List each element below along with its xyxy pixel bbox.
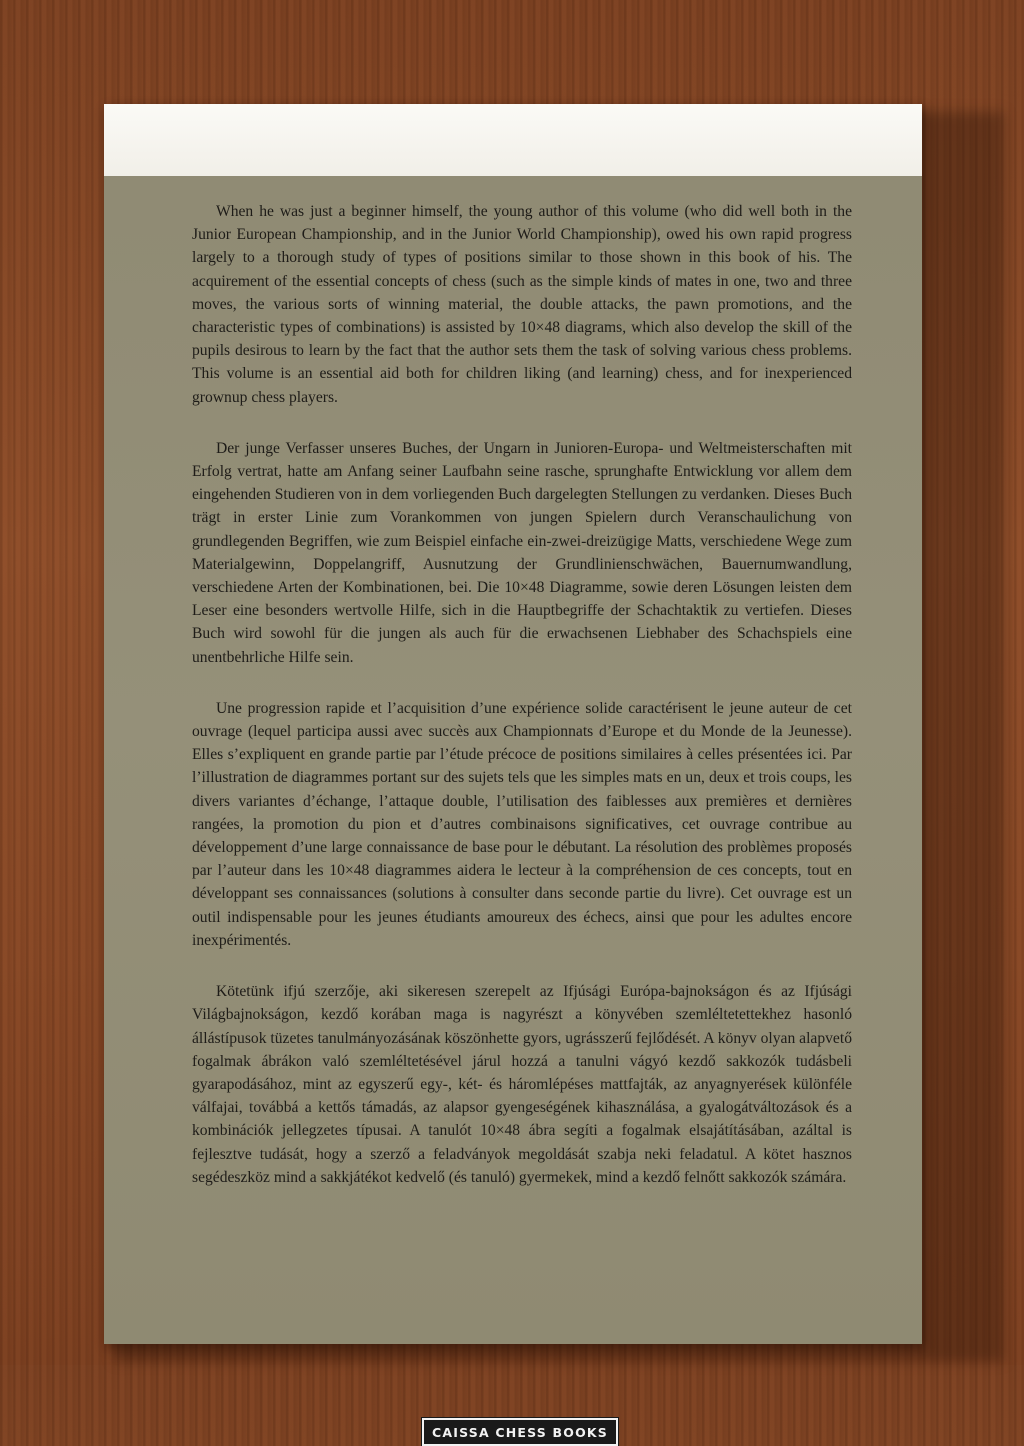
blurb-paragraph-english: When he was just a beginner himself, the young author of this volume (who did well both in the Junior European Championship, and in the Junior World Championship), owed his own rapid progress largely to a thorough study of types of positions similar to those shown in this book of his. The acquirement of the essential concepts of chess (such as the simple kinds of mates in one, two and three moves, the various sorts of winning material, the double attacks, the pawn promotions, and the characteristic types of combinations) is assisted by 10×48 diagrams, which also develop the skill of the pupils desirous to learn by the fact that the author sets them the task of solving various chess problems. This volume is an essential aid both for children liking (and learning) chess, and for inexperienced grownup chess players.	[192, 203, 852, 406]
blurb-paragraph-hungarian: Kötetünk ifjú szerzője, aki sikeresen szerepelt az Ifjúsági Európa-bajnokságon és az Ifjúsági Világbajnokságon, kezdő korában maga is nagyrészt a könyvében szemléltetettekhez hasonló állástípusok tüzetes tanulmányozásának köszönhette gyors, ugrásszerű fejlődését. A könyv olyan alapvető fogalmak ábrákon való szemléltetésével járul hozzá a tanulni vágyó kezdő sakkozók tudásbeli gyarapodásához, mint az egyszerű egy-, két- és háromlépéses mattfajták, az anyagnyerések különféle válfajai, továbbá a kettős támadás, az alapsor gyengeségének kihasználása, a gyalogátváltozások és a kombinációk jellegzetes típusai. A tanulót 10×48 ábra segíti a fogalmak elsajátításában, azáltal is fejlesztve tudását, hogy a szerző a feladványok megoldását szabja neki feladatul. A kötet hasznos segédeszköz mind a sakkjátékot kedvelő (és tanuló) gyermekek, mind a kezdő felnőtt sakkozók számára.	[192, 983, 852, 1186]
blurb-paragraph-french: Une progression rapide et l’acquisition d’une expérience solide caractérisent le jeune auteur de cet ouvrage (lequel participa aussi avec succès aux Championnats d’Europe et du Monde de la Jeunesse). Elles s’expliquent en grande partie par l’étude précoce de positions similaires à celles présentées ici. Par l’illustration de diagrammes portant sur des sujets tels que les simples mats en un, deux et trois coups, les divers variantes d’échange, l’attaque double, l’utilisation des faiblesses aux premières et dernières rangées, la promotion du pion et d’autres combinaisons significatives, cet ouvrage contribue au développement d’une large connaissance de base pour le débutant. La résolution des problèmes proposés par l’auteur dans les 10×48 diagrammes aidera le lecteur à la compréhension de ces concepts, tout en développant ses connaissances (solutions à consulter dans seconde partie du livre). Cet ouvrage est un outil indispensable pour les jeunes étudiants amoureux des échecs, ainsi que pour les adultes encore inexpérimentés.	[192, 699, 852, 949]
book-back-cover	[104, 104, 922, 1440]
publisher-logo: CAISSA CHESS BOOKS	[422, 1418, 618, 1446]
cover-top-white-strip	[104, 104, 922, 176]
blurb-paragraph-german: Der junge Verfasser unseres Buches, der Ungarn in Junioren-Europa- und Weltmeisterschaften mit Erfolg vertrat, hatte am Anfang seiner Laufbahn seine rasche, sprunghafte Entwicklung vor allem dem eingehenden Studieren von in dem vorliegenden Buch dargelegten Stellungen zu verdanken. Dieses Buch trägt in erster Linie zum Vorankommen von jungen Spielern durch Veranschaulichung von grundlegenden Begriffen, wie zum Beispiel einfache ein-zwei-dreizügige Matts, verschiedene Wege zum Materialgewinn, Doppelangriff, Ausnutzung der Grundlinienschwächen, Bauernumwandlung, verschiedene Arten der Kombinationen, bei. Die 10×48 Diagramme, sowie deren Lösungen leisten dem Leser eine besonders wertvolle Hilfe, sich in die Hauptbegriffe der Schachtaktik zu vertiefen. Dieses Buch wird sowohl für die jungen als auch für die erwachsenen Liebhaber des Schachspiels eine unentbehrliche Hilfe sein.	[192, 439, 852, 666]
blurb-text-block	[192, 200, 852, 1189]
